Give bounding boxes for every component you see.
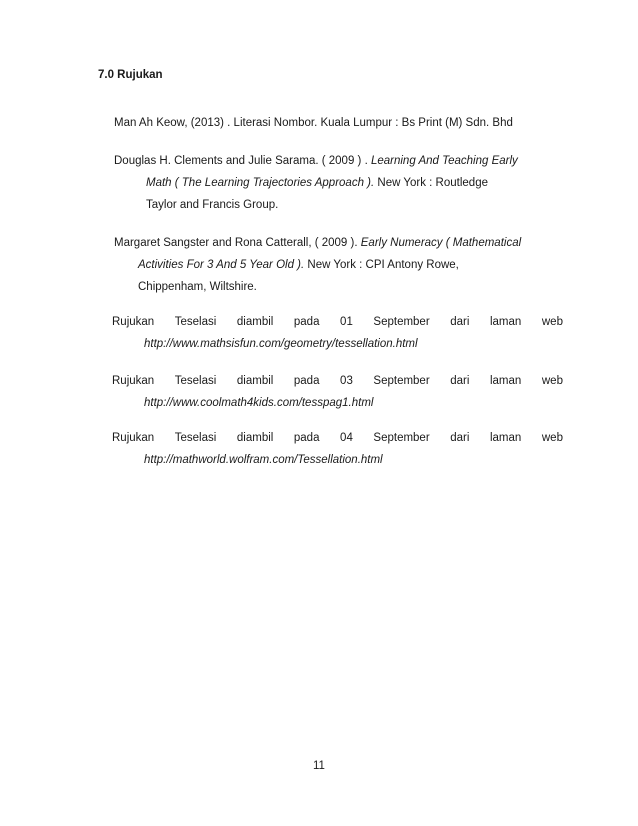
reference-publisher: New York : Routledge (374, 177, 488, 189)
word: pada (293, 432, 320, 444)
reference-entry-2 (114, 150, 564, 216)
word: Teselasi (174, 316, 217, 328)
word: web (541, 375, 563, 387)
reference-publisher-cont: Chippenham, Wiltshire. (138, 281, 257, 293)
word: laman (489, 375, 522, 387)
reference-author: Douglas H. Clements and Julie Sarama. ( 2009 ) . (114, 155, 371, 167)
word: web (541, 316, 563, 328)
reference-entry-1 (114, 112, 564, 134)
word: laman (489, 432, 522, 444)
word: dari (450, 375, 470, 387)
reference-title-cont: Activities For 3 And 5 Year Old ). (138, 259, 305, 271)
word: diambil (236, 432, 274, 444)
word: September (373, 375, 430, 387)
word: web (541, 432, 563, 444)
reference-url[interactable]: http://www.coolmath4kids.com/tesspag1.html (144, 397, 374, 409)
section-heading: 7.0 Rujukan (98, 69, 163, 81)
word: Rujukan (112, 432, 155, 444)
word: pada (293, 375, 320, 387)
word: Teselasi (174, 432, 217, 444)
word: September (373, 316, 430, 328)
web-reference-1 (112, 311, 563, 355)
reference-title-cont: Math ( The Learning Trajectories Approach ). (146, 177, 375, 189)
word: dari (450, 432, 470, 444)
word: September (373, 432, 430, 444)
web-reference-2 (112, 370, 563, 414)
word: Rujukan (112, 375, 155, 387)
reference-entry-3 (114, 232, 564, 298)
word: 01 (340, 316, 353, 328)
web-reference-3 (112, 427, 563, 471)
page-number: 11 (313, 760, 325, 772)
word: diambil (236, 375, 274, 387)
reference-url[interactable]: http://mathworld.wolfram.com/Tessellation.html (144, 454, 383, 466)
reference-text: Man Ah Keow, (2013) . Literasi Nombor. Kuala Lumpur : Bs Print (M) Sdn. Bhd (114, 117, 513, 129)
reference-url[interactable]: http://www.mathsisfun.com/geometry/tessellation.html (144, 338, 418, 350)
reference-title: Learning And Teaching Early (370, 155, 518, 167)
reference-publisher: New York : CPI Antony Rowe, (304, 259, 459, 271)
reference-title: Early Numeracy ( Mathematical (360, 237, 522, 249)
word: dari (450, 316, 470, 328)
word: pada (293, 316, 320, 328)
word: diambil (236, 316, 274, 328)
word: Rujukan (112, 316, 155, 328)
reference-author: Margaret Sangster and Rona Catterall, ( 2009 ). (114, 237, 361, 249)
word: 04 (340, 432, 353, 444)
word: laman (489, 316, 522, 328)
word: Teselasi (174, 375, 217, 387)
reference-publisher-cont: Taylor and Francis Group. (146, 199, 279, 211)
word: 03 (340, 375, 353, 387)
